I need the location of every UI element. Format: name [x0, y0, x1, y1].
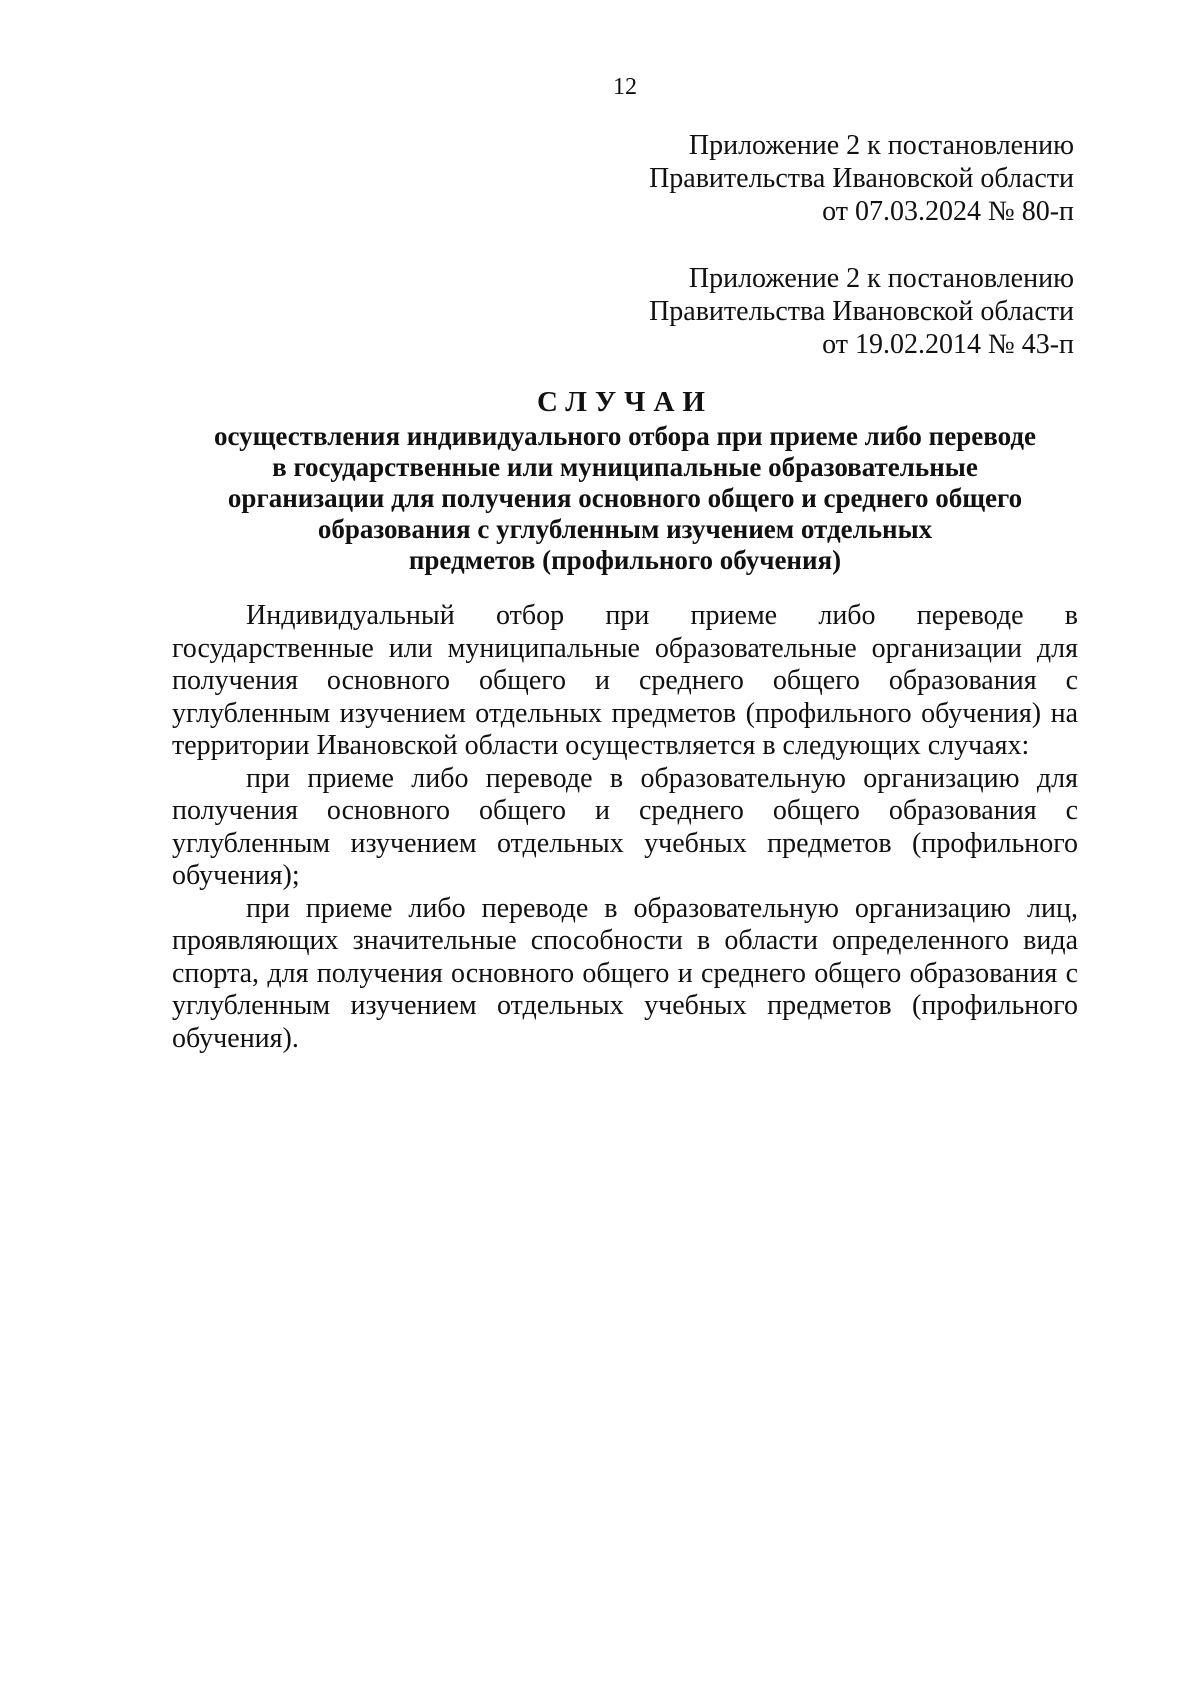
document-body — [172, 600, 1078, 1055]
appendix-date-number: от 19.02.2014 № 43-п — [822, 329, 1074, 360]
document-title: СЛУЧАИ — [537, 386, 713, 418]
document-subtitle — [150, 421, 1100, 576]
subtitle-line: предметов (профильного обучения) — [408, 545, 842, 575]
body-paragraph: Индивидуальный отбор при приеме либо переводе в государственные или муниципальные образовательные организации для получения основного общего и среднего общего образования с углубленным изучением отдельных предметов (профильного обучения) на территории Ивановской области осуществляется в следующих случаях: — [172, 600, 1078, 761]
appendix-header-current — [649, 129, 1074, 228]
body-paragraph: при приеме либо переводе в образовательную организацию для получения основного общего и среднего общего образования с углубленным изучением отдельных учебных предметов (профильного обучения); — [172, 762, 1078, 891]
subtitle-line: образования с углубленным изучением отдельных — [317, 514, 933, 544]
appendix-line: Приложение 2 к постановлению — [688, 263, 1074, 294]
subtitle-line: в государственные или муниципальные образовательные — [272, 452, 978, 482]
appendix-line: Правительства Ивановской области — [649, 296, 1074, 327]
appendix-line: Приложение 2 к постановлению — [688, 130, 1074, 161]
appendix-line: Правительства Ивановской области — [649, 163, 1074, 194]
appendix-date-number: от 07.03.2024 № 80-п — [822, 196, 1074, 227]
subtitle-line: осуществления индивидуального отбора при приеме либо переводе — [214, 421, 1036, 451]
body-paragraph: при приеме либо переводе в образовательную организацию лиц, проявляющих значительные способности в области определенного вида спорта, для получения основного общего и среднего общего образования с углубленным изучением отдельных учебных предметов (профильного обучения). — [172, 892, 1078, 1054]
appendix-header-original — [649, 262, 1074, 361]
subtitle-line: организации для получения основного общего и среднего общего — [227, 483, 1023, 513]
page-number: 12 — [613, 74, 637, 100]
